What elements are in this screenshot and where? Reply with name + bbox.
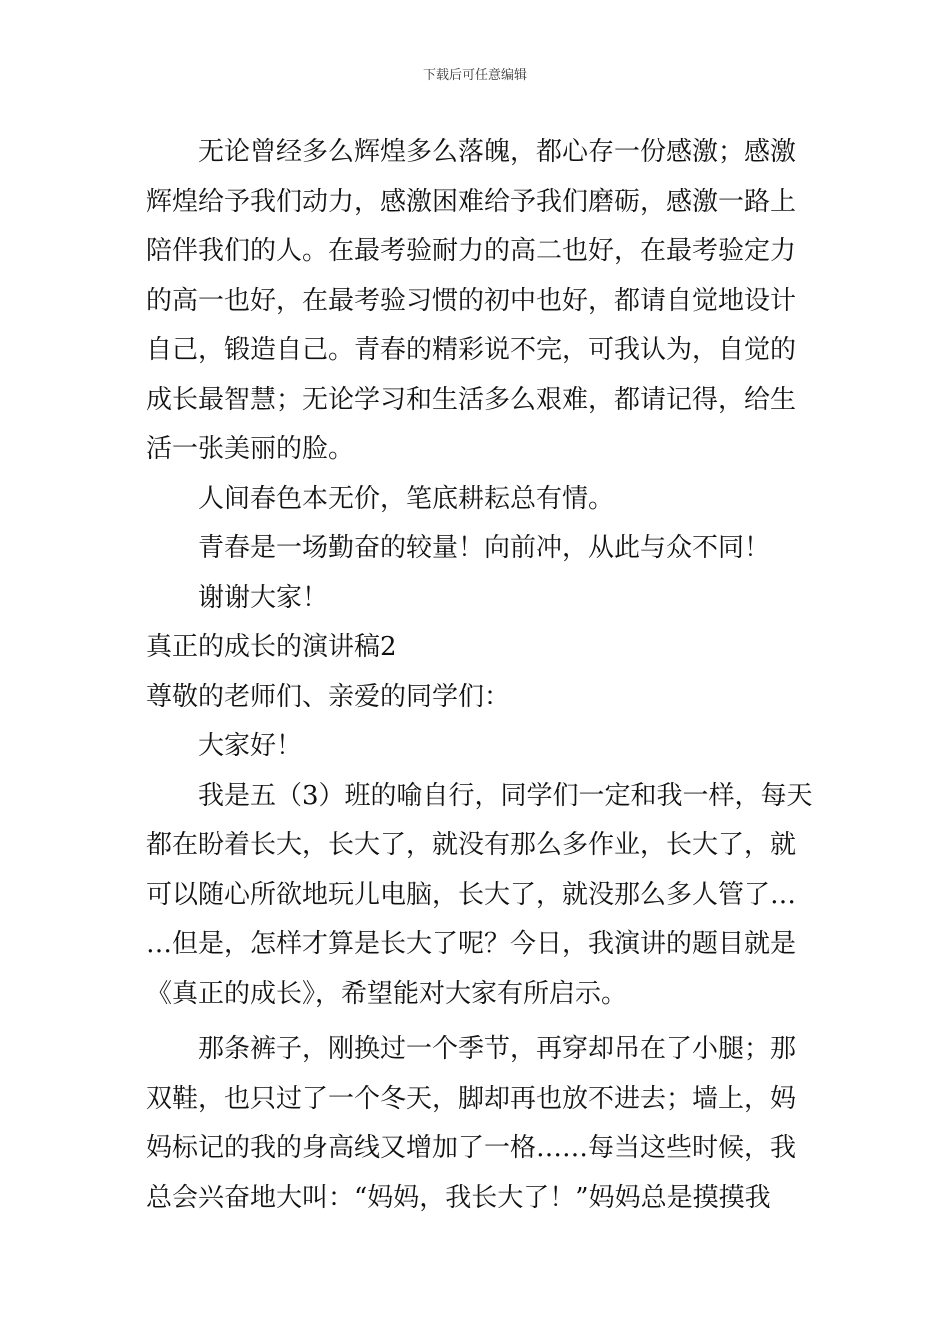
text-line: 双鞋，也只过了一个冬天，脚却再也放不进去；墙上，妈 — [146, 1083, 797, 1114]
section-title: 真正的成长的演讲稿2 — [146, 632, 397, 662]
text-line: 活一张美丽的脸。 — [146, 434, 355, 464]
text-line: 我是五（3）班的喻自行，同学们一定和我一样，每天 — [198, 780, 813, 811]
paragraph-youth: 青春是一场勤奋的较量！向前冲，从此与众不同！ — [198, 533, 771, 563]
text-line: 可以随心所欲地玩儿电脑，长大了，就没那么多人管了… — [146, 879, 797, 910]
text-line: 的高一也好，在最考验习惯的初中也好，都请自觉地设计 — [146, 285, 797, 316]
text-line: 无论曾经多么辉煌多么落魄，都心存一份感激；感激 — [198, 137, 797, 167]
text-line: 自己，锻造自己。青春的精彩说不完，可我认为，自觉的 — [146, 335, 797, 365]
text-line: 妈标记的我的身高线又增加了一格……每当这些时候，我 — [146, 1133, 797, 1163]
page-header: 下载后可任意编辑 — [422, 68, 527, 83]
salutation: 尊敬的老师们、亲爱的同学们： — [146, 681, 511, 712]
greeting: 大家好！ — [198, 731, 303, 761]
text-line: 辉煌给予我们动力，感激困难给予我们磨砺，感激一路上 — [146, 186, 797, 217]
text-line: 成长最智慧；无论学习和生活多么艰难，都请记得，给生 — [146, 384, 797, 415]
text-line: 总会兴奋地大叫：“妈妈，我长大了！”妈妈总是摸摸我 — [146, 1182, 771, 1213]
paragraph-thanks: 谢谢大家！ — [198, 582, 329, 613]
paragraph-introduction — [146, 772, 813, 1020]
paragraph-growing — [146, 1025, 806, 1223]
text-line: 《真正的成长》，希望能对大家有所启示。 — [146, 978, 628, 1009]
paragraph-poem: 人间春色本无价，笔底耕耘总有情。 — [198, 483, 615, 514]
text-line: 都在盼着长大，长大了，就没有那么多作业，长大了，就 — [146, 830, 797, 860]
document-body — [146, 128, 813, 1223]
text-line: 陪伴我们的人。在最考验耐力的高二也好，在最考验定力 — [146, 236, 797, 266]
text-line: 那条裤子，刚换过一个季节，再穿却吊在了小腿；那 — [198, 1034, 797, 1064]
text-line: …但是，怎样才算是长大了呢？今日，我演讲的题目就是 — [146, 929, 797, 959]
paragraph-gratitude — [146, 128, 806, 475]
